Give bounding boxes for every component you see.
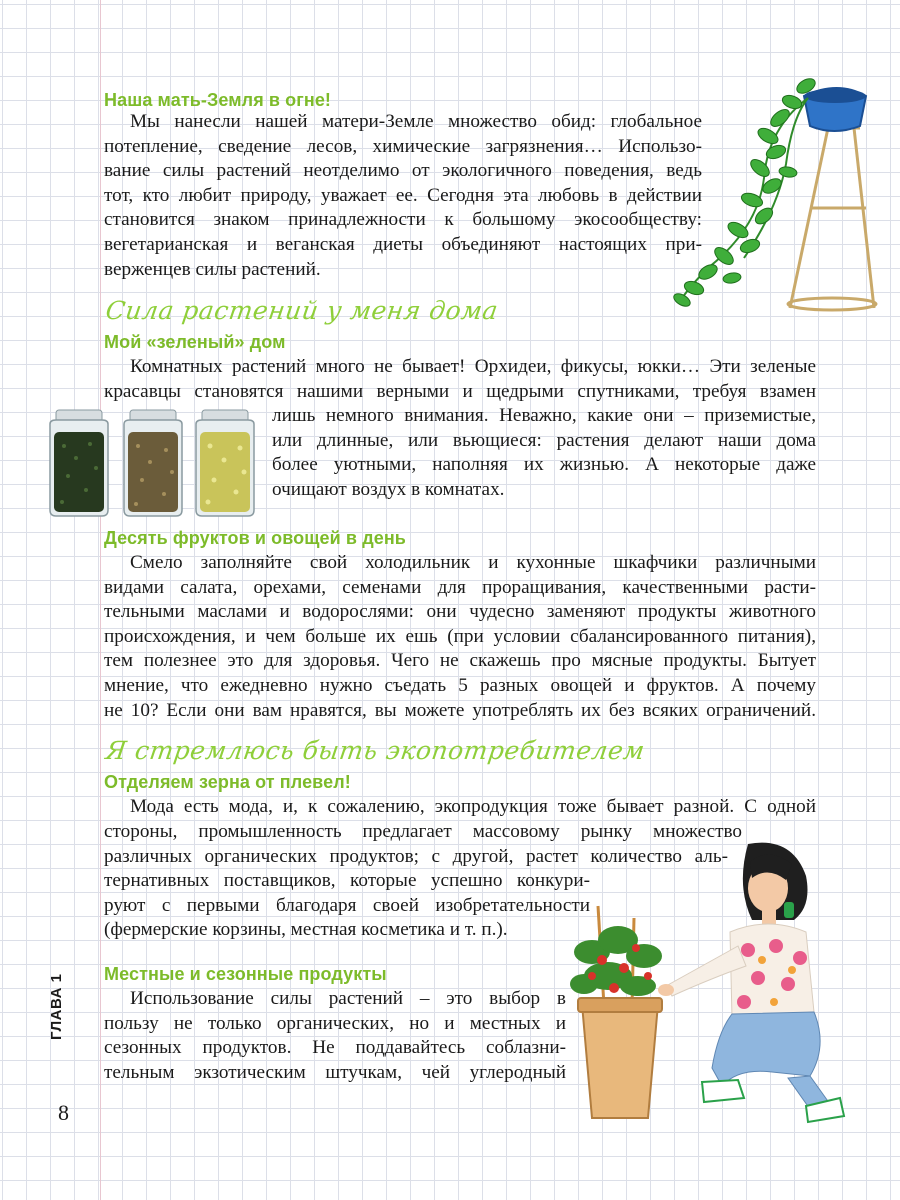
- text-line: лишь немного внимания. Неважно, какие они – приземистые,: [272, 405, 816, 426]
- paragraph-green-home-bottom: [272, 404, 816, 502]
- text-line: Использование силы растений – это выбор в: [130, 988, 566, 1009]
- text-line: вегетарианская и веганская диеты объединяют настоящих при-: [104, 233, 702, 255]
- text-line: не 10? Если они вам нравятся, вы можете употреблять их без всяких ограничений.: [104, 699, 816, 721]
- hanging-plant-illustration: [668, 68, 888, 318]
- jar-yellow-seeds: [196, 410, 254, 516]
- text-line: Мода есть мода, и, к сожалению, экопродукция тоже бывает разной. С одной: [130, 796, 816, 817]
- text-line: или длинные, или вьющиеся: растения делают наши дома: [272, 429, 816, 451]
- text-line: тельными маслами и водорослями: они чудесно заменяют продукты животного: [104, 601, 816, 623]
- heading-local-seasonal: Местные и сезонные продукты: [104, 964, 387, 984]
- text-line: Смело заполняйте свой холодильник и кухонные шкафчики различными: [130, 552, 816, 573]
- heading-mother-earth: Наша мать-Земля в огне!: [104, 90, 332, 110]
- text-line: Комнатных растений много не бывает! Орхидеи, фикусы, юкки… Эти зеленые: [130, 356, 816, 377]
- woman-figure: [658, 843, 844, 1122]
- script-title-plant-power-home: Сила растений у меня дома: [103, 296, 501, 325]
- chapter-label: ГЛАВА 1: [48, 973, 65, 1040]
- page-number: 8: [58, 1100, 69, 1125]
- text-line: происхождения, и чем больше их ешь (при условии сбалансированного питания),: [104, 625, 816, 647]
- heading-wheat-from-chaff: Отделяем зерна от плевел!: [104, 772, 351, 792]
- woman-gardening-illustration: [562, 836, 852, 1126]
- paragraph-wheat-from-chaff-d: [104, 869, 590, 943]
- text-line: различных органических продуктов; с другой, растет количество аль-: [104, 846, 728, 867]
- text-line: видами салата, орехами, семенами для проращивания, качественными расти-: [104, 576, 816, 598]
- paragraph-mother-earth: [104, 110, 702, 282]
- paragraph-ten-fruits: [104, 551, 816, 723]
- text-line: сезонных продуктов. Не поддавайтесь соблазни-: [104, 1037, 566, 1059]
- jar-dark-seeds: [50, 410, 108, 516]
- heading-green-home: Мой «зеленый» дом: [104, 332, 286, 352]
- text-line: верженцев силы растений.: [104, 258, 321, 280]
- text-line: тельным экзотическим штучкам, чей углеродный: [104, 1061, 566, 1083]
- text-line: руют с первыми благодаря своей изобретательности: [104, 894, 590, 916]
- jar-brown-seeds: [124, 410, 182, 516]
- text-line: тернативных поставщиков, которые успешно конкури-: [104, 870, 590, 891]
- text-line: стороны, промышленность предлагает массовому рынку множество: [104, 821, 742, 842]
- text-line: тот, кто любит природу, уважает ее. Сегодня эта любовь в действии: [104, 184, 702, 206]
- paragraph-local-seasonal: [104, 987, 566, 1085]
- text-line: становится знаком принадлежности к большому экосообществу:: [104, 209, 702, 231]
- paragraph-green-home-top: [104, 355, 816, 404]
- text-line: тем полезнее это для здоровья. Чего не скажешь про мясные продукты. Бытует: [104, 650, 816, 672]
- text-line: пользу не только органических, но и местных и: [104, 1012, 566, 1034]
- script-title-eco-consumer: Я стремлюсь быть экопотребителем: [103, 736, 647, 765]
- text-line: (фермерские корзины, местная косметика и т. п.).: [104, 919, 508, 941]
- tomato-plant: [570, 926, 662, 996]
- page-margin-line: [100, 0, 101, 1200]
- text-line: Мы нанесли нашей матери-Земле множество обид: глобальное: [130, 111, 702, 132]
- text-line: более уютными, наполняя их жизнью. А некоторые даже: [272, 454, 816, 476]
- paragraph-wheat-from-chaff-a: [104, 795, 816, 820]
- heading-ten-fruits: Десять фруктов и овощей в день: [104, 528, 406, 548]
- text-line: очищают воздух в комнатах.: [272, 478, 505, 500]
- seed-jars-illustration: [46, 406, 258, 518]
- text-line: потепление, сведение лесов, химические загрязнения… Использо-: [104, 135, 702, 157]
- text-line: мнение, что ежедневно нужно съедать 5 разных овощей и фруктов. А почему: [104, 674, 816, 696]
- text-line: вание силы растений неотделимо от экологичного поведения, ведь: [104, 160, 702, 182]
- text-line: красавцы становятся нашими верными и щедрыми спутниками, требуя взамен: [104, 380, 816, 402]
- flower-pot: [582, 1004, 658, 1118]
